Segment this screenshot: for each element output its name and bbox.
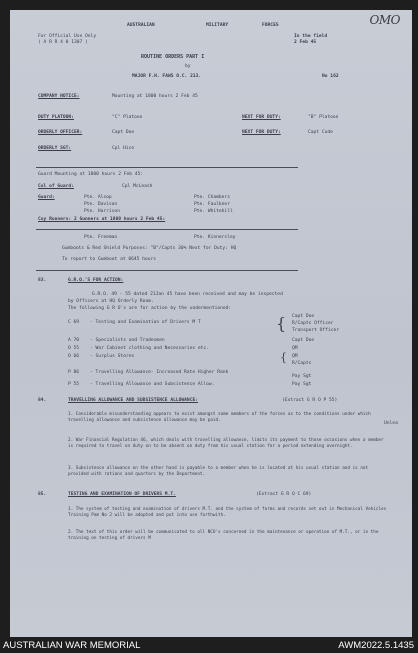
duty-platoon-value: "C" Platoon bbox=[112, 115, 143, 120]
gro-text: - Travelling Allowance and Subsistence Allow. bbox=[90, 382, 215, 387]
divider bbox=[36, 167, 298, 168]
margin-note: Unlea bbox=[384, 421, 398, 426]
gro-ref: C 69 bbox=[68, 320, 80, 325]
gro-ref: P 86 bbox=[68, 370, 80, 375]
gro-action-by: Transport Officer bbox=[292, 328, 340, 333]
orderly-officer-label: ORDERLY OFFICER: bbox=[38, 130, 83, 135]
company-notice-label: COMPANY NOTICE: bbox=[38, 94, 80, 99]
guard-name: Pte. Whitehill bbox=[194, 209, 233, 214]
gro-text: - Specialists and Tradesmen bbox=[90, 338, 165, 343]
next-orderly-officer-value: Capt Cude bbox=[308, 130, 333, 135]
section-84-paragraph-1: 1. Considerable misunderstanding appears to exist amongst some members of the forces as to the conditions under which travelling allowance and subsistence allowance may be paid. bbox=[68, 412, 371, 424]
orderly-sgt-label: ORDERLY SGT: bbox=[38, 146, 72, 151]
section-85-paragraph-2: 2. The text of this order will be communicated to all NCO's concerned in the maintenance or operation of M.T., or in the training on testing of drivers M bbox=[68, 530, 379, 542]
gro-text: - Surplus Stores bbox=[90, 354, 135, 359]
section-83-heading: G.R.O.'S FOR ACTION: bbox=[68, 278, 124, 283]
gro-text: - Travelling Allowance- Increased Rate Higher Rank bbox=[90, 370, 229, 375]
header-title-right: FORCES bbox=[262, 23, 279, 28]
section-85-extract: (Extract G R O C 69) bbox=[256, 492, 312, 497]
report-line: To report to Gumboot at 0645 hours bbox=[62, 257, 157, 262]
guard-name: Pte. Davison bbox=[84, 202, 118, 207]
col-of-guard-value: Cpl McLeash bbox=[122, 184, 153, 189]
section-83-intro-3: The following G R O's are for action by the undermentioned: bbox=[68, 306, 232, 311]
section-84-paragraph-2: 2. War Financial Regulation 46, which deals with travelling allowance, limits its payment to those occasions when a member is required to travel on duty on to be absent on duty from his usual station for a period extending overnight. bbox=[68, 438, 384, 450]
location: In the field bbox=[294, 34, 328, 39]
brace-icon: { bbox=[276, 314, 287, 333]
footer-bar bbox=[0, 637, 418, 653]
gro-ref: P 55 bbox=[68, 382, 80, 387]
brace-icon: { bbox=[280, 351, 287, 364]
company-notice-value: Mounting at 1800 hours 2 Feb 45 bbox=[112, 94, 198, 99]
handwritten-mark: OMO bbox=[369, 13, 400, 27]
guard-name: Pte. Alsop bbox=[84, 195, 112, 200]
guard-heading: Guard Mounting at 1800 hours 2 Feb 45: bbox=[38, 172, 144, 177]
classification-line-1: For Official Use Only bbox=[38, 34, 97, 39]
orders-title: ROUTINE ORDERS PART I bbox=[141, 54, 205, 60]
header-title-mid: MILITARY bbox=[206, 23, 229, 28]
guard-name: Pte. Faulkner bbox=[194, 202, 230, 207]
gro-action-by: Pay Sgt bbox=[292, 382, 312, 387]
gro-ref: O 66 bbox=[68, 354, 80, 359]
section-84-heading: TRAVELLING ALLOWANCE AND SUBSISTENCE ALLOWANCE: bbox=[68, 398, 198, 403]
issuer: MAJOR F.H. FAWS O.C. 213. bbox=[132, 74, 202, 79]
orderly-officer-value: Capt Doe bbox=[112, 130, 135, 135]
runner-name: Pte. Freeman bbox=[84, 235, 118, 240]
section-84-number: 84. bbox=[38, 398, 47, 403]
gro-action-by: R/Capts bbox=[292, 361, 312, 366]
guard-name: Pte. Chambers bbox=[194, 195, 230, 200]
section-85-heading: TESTING AND EXAMINATION OF DRIVERS M.T. bbox=[68, 492, 176, 497]
section-84-extract: (Extract G R O P 55) bbox=[282, 398, 338, 403]
next-orderly-officer-label: NEXT FOR DUTY: bbox=[242, 130, 281, 135]
section-83-intro-2: by Officers at HQ Orderly Room. bbox=[68, 299, 154, 304]
next-duty-platoon-label: NEXT FOR DUTY: bbox=[242, 115, 281, 120]
section-85-number: 85. bbox=[38, 492, 47, 497]
guard-label: Guard: bbox=[38, 195, 55, 200]
gro-action-by: Capt Doe bbox=[292, 338, 315, 343]
section-84-paragraph-3: 3. Subsistence allowance on the other hand is payable to a member when he is located at his usual station and is not provided with rations and quarters by the Department. bbox=[68, 466, 369, 478]
duty-platoon-label: DUTY PLATOON: bbox=[38, 115, 74, 120]
gro-text: - Testing and Examination of Drivers M T bbox=[90, 320, 201, 325]
classification-line-2: ( A R R 4 0 1307 ) bbox=[38, 40, 88, 45]
coy-runners: Coy Runners: 2 Gunners at 1800 hours 2 Feb 45: bbox=[38, 217, 166, 222]
col-of-guard-label: Col of Guard: bbox=[38, 184, 74, 189]
gro-text: - War Cabinet clothing and Necessaries etc. bbox=[90, 346, 209, 351]
footer-credit: AUSTRALIAN WAR MEMORIAL bbox=[3, 640, 141, 651]
document-page bbox=[10, 10, 412, 637]
by-label: by bbox=[185, 64, 191, 69]
gro-ref: A 70 bbox=[68, 338, 80, 343]
gro-action-by: Capt Doe bbox=[292, 314, 315, 319]
divider bbox=[36, 229, 298, 230]
orderly-sgt-value: Cpl Hice bbox=[112, 146, 135, 151]
guard-name: Pte. Harrison bbox=[84, 209, 120, 214]
footer-accession: AWM2022.5.1435 bbox=[338, 640, 414, 651]
gro-action-by: QM bbox=[292, 354, 298, 359]
gumboots-line: Gumboots & Red Shield Purposes: "B"/Capts 30% Next for Duty: HQ bbox=[62, 246, 237, 251]
gro-ref: O 55 bbox=[68, 346, 80, 351]
header-title-left: AUSTRALIAN bbox=[127, 23, 155, 28]
order-number: No 162 bbox=[322, 74, 339, 79]
date: 2 Feb 45 bbox=[294, 40, 317, 45]
section-83-intro-1: G.R.O. 49 - 55 dated 21Jan 45 have been received and may be inspected bbox=[92, 292, 283, 297]
gro-action-by: Pay Sgt bbox=[292, 374, 312, 379]
gro-action-by: QM bbox=[292, 346, 298, 351]
gro-action-by: R/Capts Officer bbox=[292, 321, 334, 326]
section-85-paragraph-1: 1. The system of testing and examination of drivers M.T. and the system of forms and records set out in Mechanical Vehicles Training Pam No 2 will be adopted and put into use forthwith. bbox=[68, 507, 387, 519]
section-83-number: 83. bbox=[38, 278, 47, 283]
divider bbox=[36, 270, 298, 271]
next-duty-platoon-value: "B" Platoon bbox=[308, 115, 339, 120]
runner-name: Pte. Kinnersley bbox=[194, 235, 236, 240]
